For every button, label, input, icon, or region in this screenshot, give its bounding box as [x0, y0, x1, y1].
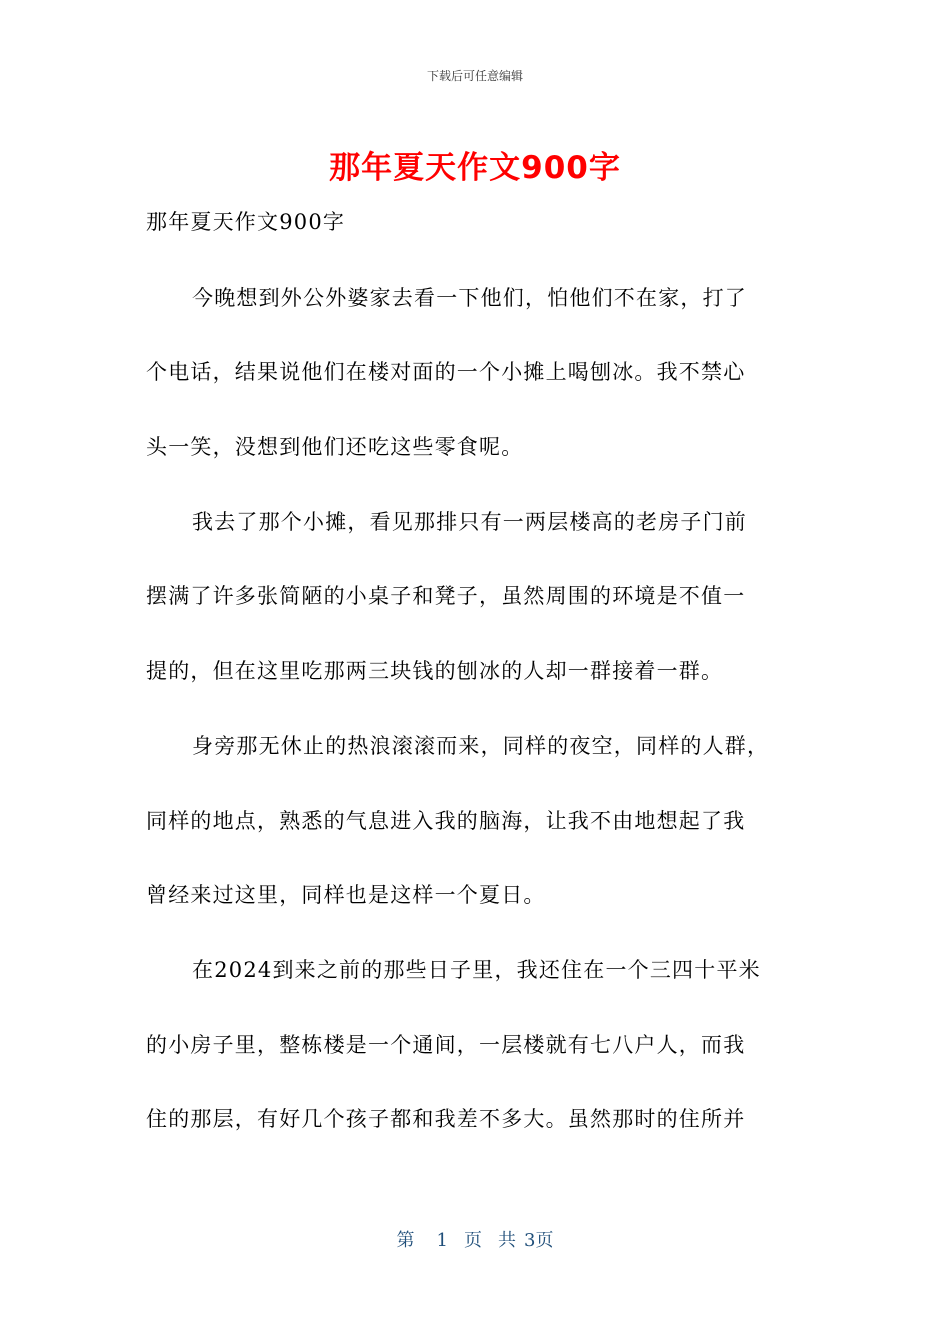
paragraph-line: 提的，但在这里吃那两三块钱的刨冰的人却一群接着一群。: [146, 659, 724, 683]
paragraph-line: 同样的地点，熟悉的气息进入我的脑海，让我不由地想起了我: [146, 809, 746, 833]
footer-current-page: 1: [436, 1230, 448, 1251]
paragraph-line: 的小房子里，整栋楼是一个通间，一层楼就有七八户人，而我: [146, 1033, 746, 1057]
paragraph-line: 曾经来过这里，同样也是这样一个夏日。: [146, 883, 546, 907]
paragraph-line: 住的那层，有好几个孩子都和我差不多大。虽然那时的住所并: [146, 1107, 746, 1131]
subtitle: 那年夏天作文900字: [146, 210, 346, 234]
paragraph-line: 个电话，结果说他们在楼对面的一个小摊上喝刨冰。我不禁心: [146, 360, 746, 384]
paragraph-line: 我去了那个小摊，看见那排只有一两层楼高的老房子门前: [192, 510, 747, 534]
footer-label-total: 共: [498, 1230, 516, 1251]
paragraph-line: 今晚想到外公外婆家去看一下他们，怕他们不在家，打了: [192, 286, 747, 310]
paragraph-line: 身旁那无休止的热浪滚滚而来，同样的夜空，同样的人群，: [192, 734, 770, 758]
paragraph-line: 头一笑，没想到他们还吃这些零食呢。: [146, 435, 524, 459]
page-title: 那年夏天作文900字: [329, 150, 621, 186]
paragraph-line: 在2024到来之前的那些日子里，我还住在一个三四十平米: [192, 958, 761, 982]
page-footer: [0, 1226, 950, 1252]
footer-label-unit: 页: [464, 1230, 482, 1251]
footer-label-page: 第: [396, 1230, 415, 1251]
footer-total-pages: 3页: [524, 1230, 554, 1251]
header-note: 下载后可任意编辑: [426, 69, 523, 83]
paragraph-line: 摆满了许多张简陋的小桌子和凳子，虽然周围的环境是不值一: [146, 584, 746, 608]
